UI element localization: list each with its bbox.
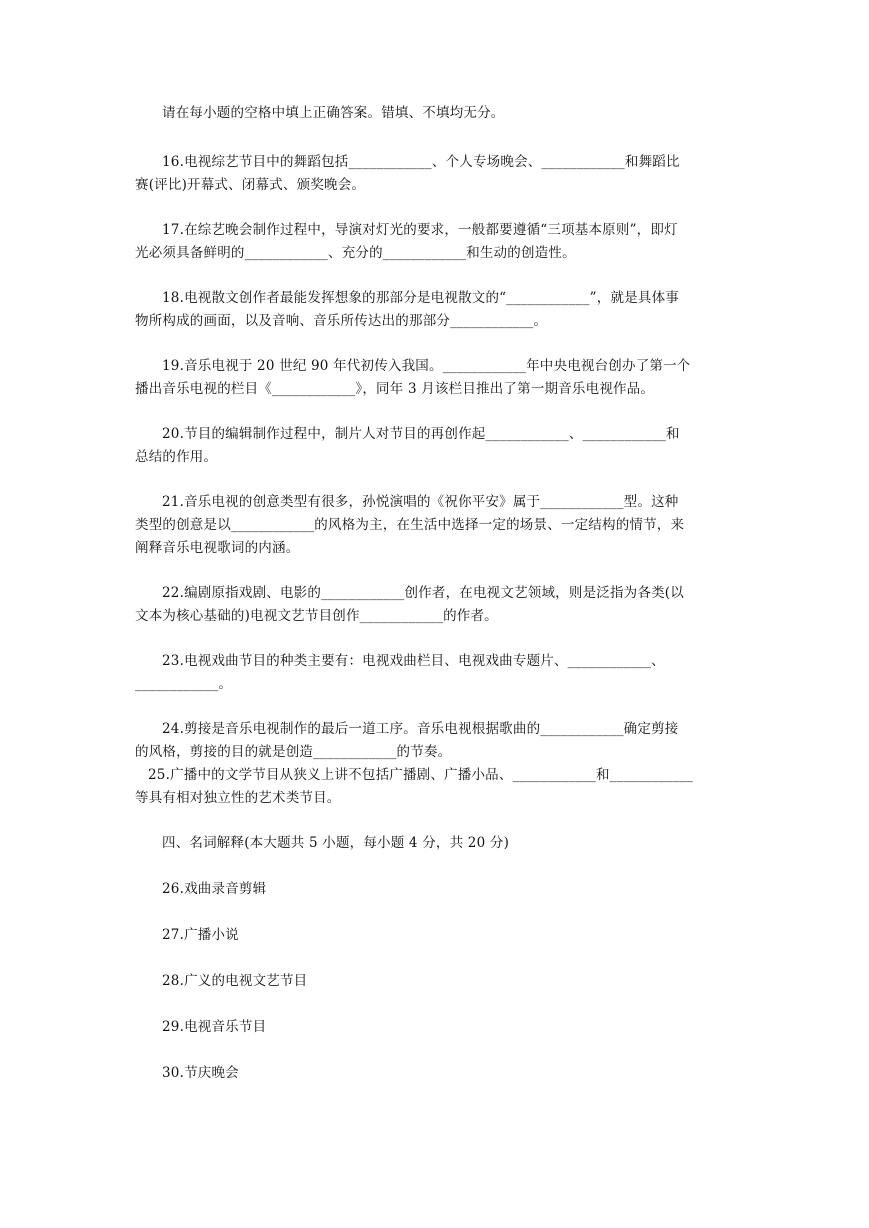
question-20-line-2: 总结的作用。	[135, 449, 218, 465]
question-21-line-2: 类型的创意是以____________的风格为主，在生活中选择一定的场景、一定结构的情节，来	[135, 517, 685, 533]
question-17-line-1: 17.在综艺晚会制作过程中，导演对灯光的要求，一般都要遵循“三项基本原则”，即灯	[162, 222, 678, 238]
question-16-line-2: 赛(评比)开幕式、闭幕式、颁奖晚会。	[135, 177, 366, 193]
term-item: 30.节庆晚会	[162, 1065, 239, 1081]
question-22-line-1: 22.编剧原指戏剧、电影的____________创作者，在电视文艺领域，则是泛指为各类(以	[162, 585, 684, 601]
question-17-line-2: 光必须具备鲜明的____________、充分的____________和生动的创造性。	[135, 245, 576, 261]
question-21-line-1: 21.音乐电视的创意类型有很多，孙悦演唱的《祝你平安》属于____________型。这种	[162, 494, 679, 510]
instruction-text: 请在每小题的空格中填上正确答案。错填、不填均无分。	[162, 105, 505, 121]
section-4-heading: 四、名词解释(本大题共 5 小题，每小题 4 分，共 20 分)	[162, 835, 510, 851]
question-20-line-1: 20.节目的编辑制作过程中，制片人对节目的再创作起____________、____________和	[162, 426, 680, 442]
question-25-line-2: 等具有相对独立性的艺术类节目。	[135, 790, 341, 806]
question-23-line-2: ____________。	[135, 676, 233, 692]
question-25-line-1: 25.广播中的文学节目从狭义上讲不包括广播剧、广播小品、____________和____________	[148, 767, 694, 783]
term-item: 27.广播小说	[162, 927, 239, 943]
question-23-line-1: 23.电视戏曲节目的种类主要有：电视戏曲栏目、电视戏曲专题片、____________、	[162, 653, 665, 669]
term-item: 28.广义的电视文艺节目	[162, 973, 308, 989]
term-item: 29.电视音乐节目	[162, 1019, 267, 1035]
question-18-line-2: 物所构成的画面，以及音响、音乐所传达出的那部分____________。	[135, 313, 548, 329]
question-18-line-1: 18.电视散文创作者最能发挥想象的那部分是电视散文的“____________”，就是具体事	[162, 290, 679, 306]
question-24-line-2: 的风格，剪接的目的就是创造____________的节奏。	[135, 744, 452, 760]
question-19-line-1: 19.音乐电视于 20 世纪 90 年代初传入我国。____________年中央电视台创办了第一个	[162, 358, 691, 374]
question-22-line-2: 文本为核心基础的)电视文艺节目创作____________的作者。	[135, 608, 498, 624]
question-24-line-1: 24.剪接是音乐电视制作的最后一道工序。音乐电视根据歌曲的____________确定剪接	[162, 721, 679, 737]
question-16-line-1: 16.电视综艺节目中的舞蹈包括____________、个人专场晚会、____________和舞蹈比	[162, 154, 680, 170]
question-21-line-3: 阐释音乐电视歌词的内涵。	[135, 540, 300, 556]
term-item: 26.戏曲录音剪辑	[162, 881, 267, 897]
question-19-line-2: 播出音乐电视的栏目《____________》，同年 3 月该栏目推出了第一期音乐电视作品。	[135, 381, 655, 397]
